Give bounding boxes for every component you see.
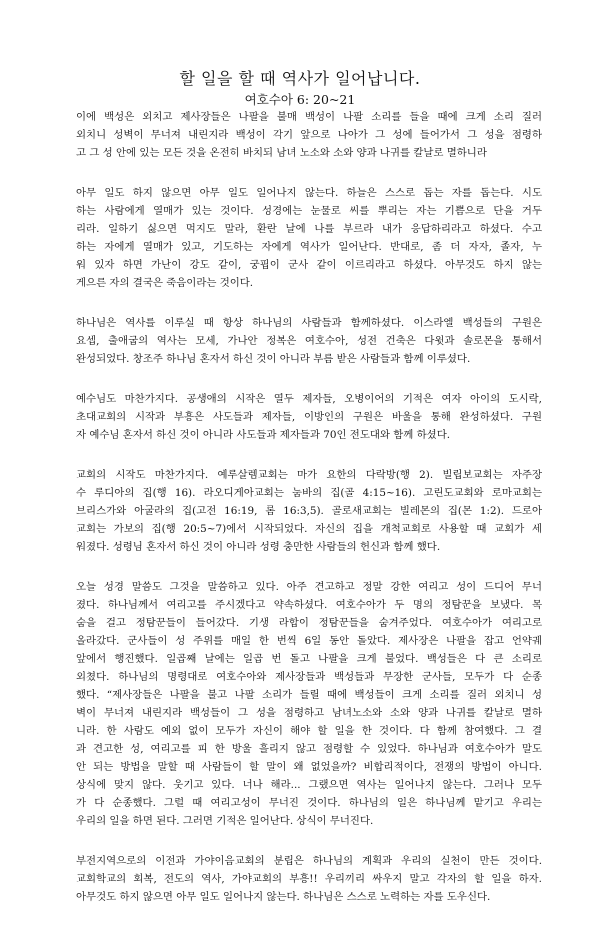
text-line: 숨을 걸고 정탐꾼들이 들어갔다. 기생 라합이 정탐꾼들을 숨겨주었다. 여호수아가 여리고로	[76, 617, 542, 629]
text-line: 부전지역으로의 이전과 가야이음교회의 분립은 하나님의 계획과 우리의 실천이 만든 것이다.	[76, 855, 542, 867]
text-line: 예수님도 마찬가지다. 공생애의 시작은 열두 제자들, 오병이어의 기적은 여자 아이의 도시락,	[76, 393, 542, 405]
text-line: 완성되었다. 창조주 하나님 혼자서 하신 것이 아니라 부름 받은 사람들과 함께 이루셨다.	[76, 353, 471, 365]
text-line: 교회의 시작도 마찬가지다. 예루살렘교회는 마가 요한의 다락방(행 2). 빌립보교회는 자주장	[76, 469, 542, 481]
text-line: 워졌다. 성령님 혼자서 하신 것이 아니라 성령 충만한 사람들의 헌신과 함께 했다.	[76, 541, 441, 553]
text-line: 외치니 성벽이 무너져 내린지라 백성이 각기 앞으로 나아가 그 성에 들어가서 그 성을 점령하	[76, 129, 542, 141]
text-line: 외쳤다. 하나님의 명령대로 여호수아와 제사장들과 백성들과 무장한 군사들, 모두가 다 순종	[76, 671, 542, 683]
text-line: 올라갔다. 군사들이 성 주위를 매일 한 번씩 6일 동안 돌았다. 제사장은 나팔을 잡고 언약궤	[76, 635, 542, 647]
scripture-reference: 여호수아 6: 20~21	[244, 92, 356, 107]
text-line: 가 다 순종했다. 그럴 때 여리고성이 무너진 것이다. 하나님의 일은 하나님께 맡기고 우리는	[76, 797, 542, 809]
text-line: 리라. 일하기 싫으면 먹지도 말라, 환란 날에 나를 부르라 내가 응답하리라고 하셨다. 수고	[76, 223, 542, 235]
text-line: 이에 백성은 외치고 제사장들은 나팔을 불매 백성이 나팔 소리를 들을 때에 크게 소리 질러	[76, 111, 542, 123]
text-line: 과 견고한 성, 여리고를 피 한 방울 흘리지 않고 점령할 수 있었다. 하나님과 여호수아가 말도	[76, 743, 542, 755]
text-line: 안 되는 방법을 말할 때 사람들이 할 말이 왜 없었을까? 비합리적이다, 전쟁의 방법이 아니다.	[76, 761, 542, 773]
sermon-title: 할 일을 할 때 역사가 일어납니다.	[179, 69, 421, 88]
text-line: 아무것도 하지 않으면 아무 일도 일어나지 않는다. 하나님은 스스로 노력하는 자를 도우신다.	[76, 891, 491, 903]
text-line: 자 예수님 혼자서 하신 것이 아니라 사도들과 제자들과 70인 전도대와 함께 하셨다.	[76, 429, 451, 441]
text-line: 했다. “제사장들은 나팔을 불고 나팔 소리가 들릴 때에 백성들이 크게 소리를 질러 외치니 성	[76, 689, 542, 701]
paragraph	[76, 466, 542, 556]
text-line: 요셉, 출애굽의 역사는 모세, 가나안 정복은 여호수아, 성전 건축은 다윗과 솔로몬을 통해서	[76, 335, 542, 347]
text-line: 브리스가와 아굴라의 집(고전 16:19, 롬 16:3,5). 골로새교회는 빌레몬의 집(몬 1:2). 드로아	[76, 505, 542, 517]
text-line: 우리의 일을 하면 된다. 그러면 기적은 일어난다. 상식이 무너진다.	[76, 815, 374, 827]
text-line: 초대교회의 시작과 부흥은 사도들과 제자들, 이방인의 구원은 바울을 통해 완성하셨다. 구원	[76, 411, 542, 423]
paragraph	[76, 390, 542, 444]
text-line: 게으른 자의 결국은 죽음이라는 것이다.	[76, 277, 254, 289]
sermon-body	[76, 108, 542, 928]
text-line: 상식에 맞지 않다. 웃기고 있다. 너나 해라... 그랬으면 역사는 일어나지 않는다. 그러나 모두	[76, 779, 542, 791]
text-line: 수 루디아의 집(행 16). 라오디게아교회는 눔바의 집(골 4:15~16). 고린도교회와 로마교회는	[76, 487, 542, 499]
paragraph	[76, 184, 542, 292]
text-line: 니라. 한 사람도 예외 없이 모두가 자신이 해야 할 일을 한 것이다. 다 함께 참여했다. 그 결	[76, 725, 542, 737]
paragraph	[76, 314, 542, 368]
text-line: 고 그 성 안에 있는 모든 것을 온전히 바치되 남녀 노소와 소와 양과 나귀를 칼날로 멸하니라	[76, 147, 487, 159]
text-line: 하는 사람에게 열매가 있는 것이다. 성경에는 눈물로 씨를 뿌리는 자는 기쁨으로 단을 거두	[76, 205, 542, 217]
paragraph	[76, 852, 542, 906]
text-line: 교회는 가보의 집(행 20:5~7)에서 시작되었다. 자신의 집을 개척교회로 사용할 때 교회가 세	[76, 523, 542, 535]
text-line: 워 있자 하면 가난이 강도 같이, 궁핍이 군사 같이 이르리라고 하셨다. 아무것도 하지 않는	[76, 259, 542, 271]
text-line: 오늘 성경 말씀도 그것을 말씀하고 있다. 아주 견고하고 정말 강한 여리고 성이 드디어 무너	[76, 581, 542, 593]
text-line: 하나님은 역사를 이루실 때 항상 하나님의 사람들과 함께하셨다. 이스라엘 백성들의 구원은	[76, 317, 542, 329]
paragraph	[76, 578, 542, 830]
paragraph	[76, 108, 542, 162]
text-line: 앞에서 행진했다. 일곱째 날에는 일곱 번 돌고 나팔을 크게 불었다. 백성들은 다 큰 소리로	[76, 653, 542, 665]
text-line: 아무 일도 하지 않으면 아무 일도 일어나지 않는다. 하늘은 스스로 돕는 자를 돕는다. 시도	[76, 187, 542, 199]
text-line: 하는 자에게 열매가 있고, 기도하는 자에게 역사가 일어난다. 반대로, 좀 더 자자, 졸자, 누	[76, 241, 542, 253]
text-line: 교회학교의 회복, 전도의 역사, 가야교회의 부흥!! 우리끼리 싸우지 말고 각자의 할 일을 하자.	[76, 873, 542, 885]
text-line: 졌다. 하나님께서 여리고를 주시겠다고 약속하셨다. 여호수아가 두 명의 정탐꾼을 보냈다. 목	[76, 599, 542, 611]
text-line: 벽이 무너져 내린지라 백성들이 그 성을 점령하고 남녀노소와 소와 양과 나귀를 칼날로 멸하	[76, 707, 542, 719]
